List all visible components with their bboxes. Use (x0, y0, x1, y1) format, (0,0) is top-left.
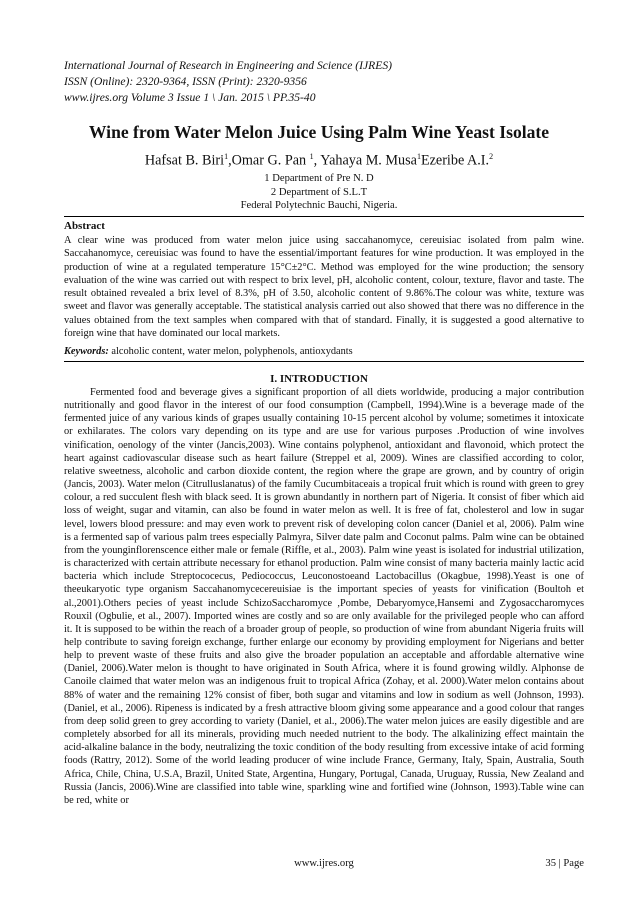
affiliation-1: 1 Department of Pre N. D (264, 173, 374, 184)
author-affil-marker: 1 (309, 152, 314, 161)
journal-name: International Journal of Research in Engineering and Science (IJRES) (64, 59, 392, 72)
footer-page-number: 35 | Page (545, 858, 584, 869)
author-name: , Yahaya M. Musa (313, 152, 417, 169)
abstract-heading: Abstract (64, 220, 105, 232)
author-affil-marker: 2 (489, 152, 494, 161)
keywords-label: Keywords: (64, 346, 109, 357)
affiliation-3: Federal Polytechnic Bauchi, Nigeria. (240, 200, 398, 211)
page-footer (64, 858, 584, 872)
introduction-paragraph: Fermented food and beverage gives a significant proportion of all diets worldwide, producing a major contribution nutritionally and good flavor in the interest of our food consumption (Campbell, 1994).Wine is a beverage made of the fermented juice of any various kinds of grapes usually containing 10-15 percent alcohol by volume; sometimes it intoxicate or exhilarates. The colors vary depending on its type and are use for various purposes .Production of wine involves vinification, oenology of the vinter (Jancis,2003). Wine contains polyphenol, antioxidant and flavonoid, which protect the heart against cadiovascular disease such as heart failure (Streppel et al, 2009). Wines are classified according to color, relative sweetness, alcoholic and carbon dioxide content, the region where the grape are grown, and by country of origin (Jancis, 2003). Water melon (Citrulluslanatus) of the family Cucumbitaceais a tropical fruit which is round with green to grey colour, a red succulent flesh with black seed. It is grown abundantly in northern part of Nigeria. It consist of fiber which aid loss of weight, sugar and vitamin, can also be found in water melon as well. It is free of fat, cholesterol and low in sugar level, lowers blood pressure: and may even work to prevent risk of developing colon cancer (Daniel et al, 2006). Palm wine is a fermented sap of various palm trees especially Palmyra, Silver date palm and Coconut palms. Palm wine can be obtained from the younginflorenscence either male or female (Riffle, et al., 2003). Palm wine yeast is isolated for industrial utilization, is characterized with certain attribute necessary for ethanol production. Palm wine consist of many bacteria mainly lactic acid bacteria which include Streptococecus, Pediococcus, Leuconostoeand Lactobacillus (Okagbue, 1998).Yeast is one of theeukaryotic type organism Saccahanomycecereuisiae is the important species of yeasts for vinification (Boultoh et al.,2001).Others pecies of yeast include SchizoSaccharomyce ,Pombe, Debaryomyce,Hansemi and Zygosaccharomyces Rouxil (Ogbulie, et al., 2007). Imported wines are costly and so are only available for the privileged people who can afford it. It is supposed to be within the reach of a broader group of people, so production of wine from abundant Nigeria fruits will help contribute to saving foreign exchange, further enlarge our economy by providing employment for Nigerians and better help to prevent waste of these fruits and also give the broader population an acceptable and affordable alternative wine (Daniel, 2006).Water melon is thought to have originated in South Africa, where it is found growing wildly. Alphonse de Canoile claimed that water melon was an indigenous fruit to tropical Africa (Zohay, et al. 2000).Water melon contains about 88% of water and the remaining 12% consist of fiber, both sugar and vitamins and low in sodium as well (Johnson, 1993). (Daniel, et al., 2006). Ripeness is indicated by a fresh attractive bloom giving some appearance and a good colour that ranges from deep solid green to grey according to variety (Daniel, et al., 2006).The water melon juices are easily digestible and are completely absorbed for all its minerals, providing much needed nutrient to the body. The alkalinizing effect maintain the acid-alkaline balance in the body, neutralizing the toxic condition of the body resulting from excessive intake of acid forming foods (Rattry, 2012). Some of the world leading producer of wine include France, Germany, Italy, Spain, Australia, South Africa, Chile, China, U.S.A, Brazil, United State, Argentina, Hungary, Portugal, Canada, Uruguay, Russia, New Zealand and Russia (Jancis, 2006).Wine are classified into table wine, sparkling wine and fortified wine (Johnson, 1993).Table wine can be red, white or (64, 387, 585, 806)
affiliation-2: 2 Department of S.L.T (270, 186, 368, 198)
paper-title: Wine from Water Melon Juice Using Palm Wine Yeast Isolate (88, 122, 550, 142)
abstract-top-rule (64, 216, 584, 217)
author-affil-marker: 1 (224, 152, 229, 161)
journal-issn: ISSN (Online): 2320-9364, ISSN (Print): 2320-9356 (64, 75, 307, 88)
journal-volume: www.ijres.org Volume 3 Issue 1 \ Jan. 2015 \ PP.35-40 (64, 91, 316, 104)
author-list (0, 152, 638, 170)
author-name: Hafsat B. Biri (144, 152, 225, 169)
journal-header (64, 58, 584, 106)
abstract-bottom-rule (64, 361, 584, 362)
footer-website: www.ijres.org (294, 858, 354, 869)
author-name: Ezeribe A.I. (420, 152, 490, 169)
introduction-body (64, 386, 584, 807)
abstract-text: A clear wine was produced from water melon juice using saccahanomyce, cereuisiac isolated from palm wine. Saccahanomyce, cereuisiac was found to have the essential/important features for wine production. It was employed in the production of wine at a regulated temperature 15°C±2°C. Method was employed for the wine production; the sensory evaluation of the wine was carried out with respect to brix level, pH, alcoholic content, colour, texture, flavor and taste. The result obtained revealed a brix level of 8.3%, pH of 3.50, alcoholic content of 9.86%.The colour was white, texture was sweet and flavor was generally acceptable. The statistical analysis carried out also showed that there was no difference in the values obtained from the text samples when compared with that of standard. Finally, it is suggested a good alternative to foreign wine that have dominated our local markets. (64, 235, 584, 340)
keywords-line (64, 346, 584, 357)
author-name: ,Omar G. Pan (228, 152, 310, 169)
section-heading: I. INTRODUCTION (270, 373, 368, 385)
author-affil-marker: 1 (416, 152, 421, 161)
keywords-list: alcoholic content, water melon, polyphenols, antioxydants (108, 346, 353, 357)
